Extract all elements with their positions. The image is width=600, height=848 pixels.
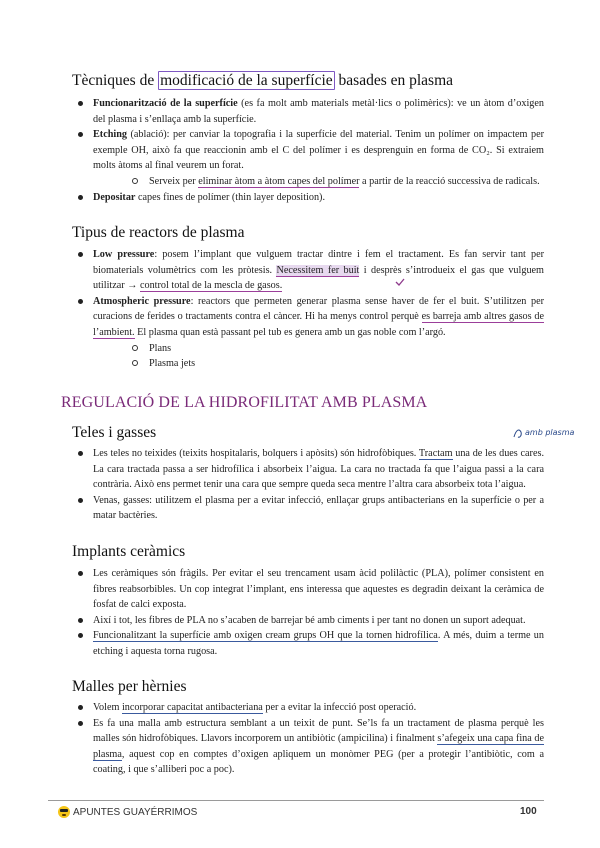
handwritten-note bbox=[512, 424, 574, 442]
ceramic-implants-list bbox=[76, 566, 544, 660]
list-item: Venas, gasses: utilitzem el plasma per a evitar infecció, enllaçar grups antibacterians en la superfície o per a matar bactèries. bbox=[76, 493, 544, 524]
surface-techniques-list bbox=[76, 96, 544, 205]
list-item: Les ceràmiques són fràgils. Per evitar el seu trencament usam àcid polilàctic (PLA), polímer consistent en fibres reabsorbibles. Un cop integrat l’implant, ens interessa que aquestes es degradin deixant la ceràmica de fosfat de calci exposta. bbox=[76, 566, 544, 613]
page-number: 100 bbox=[520, 806, 537, 817]
sub-list bbox=[131, 174, 544, 190]
heading-hernia-meshes: Malles per hèrnies bbox=[72, 678, 187, 695]
list-item: Atmospheric pressure: reactors que permeten generar plasma sense haver de fer el buit. S’utilitzen per curacions de ferides o tractaments contra el càncer. Hi ha menys control perquè es barreja amb altres gasos de l’ambient. El plasma quan està passant pel tub es genera amb un gas noble com l’argó. Plans Plasma jets bbox=[76, 294, 544, 372]
sunglasses-emoji-icon bbox=[58, 806, 70, 818]
svg-text:amb plasma: amb plasma bbox=[525, 428, 574, 437]
fabrics-list bbox=[76, 446, 544, 524]
list-item: Volem incorporar capacitat antibacteriana per a evitar la infecció post operació. bbox=[76, 700, 544, 716]
list-item: Així i tot, les fibres de PLA no s’acaben de barrejar bé amb ciments i per tant no donen un suport adequat. bbox=[76, 613, 544, 629]
list-item: Depositar capes fines de polímer (thin layer deposition). bbox=[76, 190, 544, 206]
heading-reactor-types: Tipus de reactors de plasma bbox=[72, 224, 245, 241]
list-item: Etching (ablació): per canviar la topografia i la superfície del material. Tenim un polímer on impactem per exemple OH, això fa que reaccionin amb el C del polímer i es desprenguin en forma de CO₂. Si extraiem molts àtoms al final veurem un forat. Serveix per eliminar àtom a àtom capes del polímer a partir de la reacció successiva de radicals. bbox=[76, 127, 544, 189]
reactor-types-list bbox=[76, 247, 544, 372]
list-item: Funcionalitzant la superfície amb oxigen cream grups OH que la tornen hidrofílica. A més, duim a terme un etching i aquesta torna rugosa. bbox=[76, 628, 544, 659]
check-mark-icon bbox=[395, 278, 405, 288]
list-item: Es fa una malla amb estructura semblant a un teixit de punt. Se’ls fa un tractament de plasma perquè les malles són hidrofòbiques. Llavors incorporem un antibiòtic (ampicilina) i finalment s’afegeix una capa fina de plasma, aquest cop en comptes d’oxigen apliquem un monòmer PEG (per a protegir l’antibiòtic, com a coating, i que s’alliberi poc a poc). bbox=[76, 716, 544, 778]
sub-list-item: Plasma jets bbox=[131, 356, 544, 372]
heading-ceramic-implants: Implants ceràmics bbox=[72, 543, 186, 560]
footer-divider bbox=[48, 800, 544, 801]
sub-list bbox=[131, 341, 544, 372]
heading-fabrics-gauze: Teles i gasses bbox=[72, 424, 157, 441]
heading-surface-modification: Tècniques de modificació de la superfície basades en plasma bbox=[72, 72, 454, 89]
boxed-highlight: modificació de la superfície bbox=[160, 72, 333, 89]
hernia-meshes-list bbox=[76, 700, 544, 778]
sub-list-item: Plans bbox=[131, 341, 544, 357]
list-item: Funcionarització de la superfície (es fa molt amb materials metàl·lics o polimèrics): ve un àtom d’oxigen del plasma i s’enllaça amb la superfície. bbox=[76, 96, 544, 127]
sub-list-item: Serveix per eliminar àtom a àtom capes del polímer a partir de la reacció successiva de radicals. bbox=[131, 174, 544, 190]
list-item: Les teles no teixides (teixits hospitalaris, bolquers i apòsits) són hidrofòbiques. Tractam una de les dues cares. La cara tractada passa a ser hidrofílica i absorbeix l’aigua. La cara no tractada fa que l’aigua passi a la cara contrària. Això ens permet tenir una cara que sempre queda seca mentre l’altra cara absorbeix tota l’aigua. bbox=[76, 446, 544, 493]
section-title-hydrophilicity: REGULACIÓ DE LA HIDROFILITAT AMB PLASMA bbox=[61, 394, 428, 411]
footer-brand: APUNTES GUAYÉRRIMOS bbox=[58, 806, 197, 818]
list-item: Low pressure: posem l’implant que vulguem tractar dintre i fem el tractament. Es fan servir tant per biomaterials volumètrics com les pròtesis. Necessitem fer buit i desprès s’introdueix el gas que vulguem utilitzar → control total de la mescla de gasos. bbox=[76, 247, 544, 294]
